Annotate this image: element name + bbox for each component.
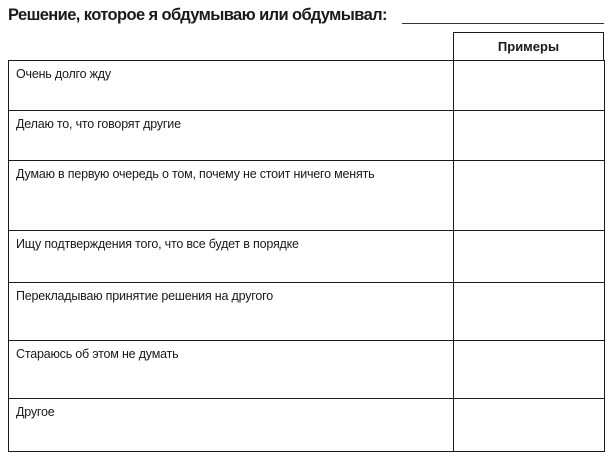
- example-cell[interactable]: [454, 111, 604, 160]
- example-cell[interactable]: [454, 231, 604, 282]
- row-label: Ищу подтверждения того, что все будет в порядке: [9, 231, 454, 282]
- row-label: Очень долго жду: [9, 61, 454, 110]
- table-row: [9, 398, 604, 451]
- table-row: [9, 61, 604, 110]
- example-cell[interactable]: [454, 341, 604, 398]
- table-row: [9, 340, 604, 398]
- table-row: [9, 160, 604, 230]
- example-cell[interactable]: [454, 399, 604, 451]
- table-body: [8, 60, 605, 452]
- example-cell[interactable]: [454, 283, 604, 340]
- row-label: Другое: [9, 399, 454, 451]
- table-row: [9, 230, 604, 282]
- page-title: Решение, которое я обдумываю или обдумывал:: [8, 6, 387, 24]
- example-cell[interactable]: [454, 61, 604, 110]
- row-label: Стараюсь об этом не думать: [9, 341, 454, 398]
- example-cell[interactable]: [454, 161, 604, 230]
- table-row: [9, 110, 604, 160]
- row-label: Делаю то, что говорят другие: [9, 111, 454, 160]
- row-label: Перекладываю принятие решения на другого: [9, 283, 454, 340]
- column-header-examples: Примеры: [453, 32, 604, 60]
- decision-table: [8, 32, 605, 452]
- title-row: [8, 4, 608, 28]
- decision-blank-line[interactable]: [402, 23, 604, 24]
- table-row: [9, 282, 604, 340]
- row-label: Думаю в первую очередь о том, почему не стоит ничего менять: [9, 161, 454, 230]
